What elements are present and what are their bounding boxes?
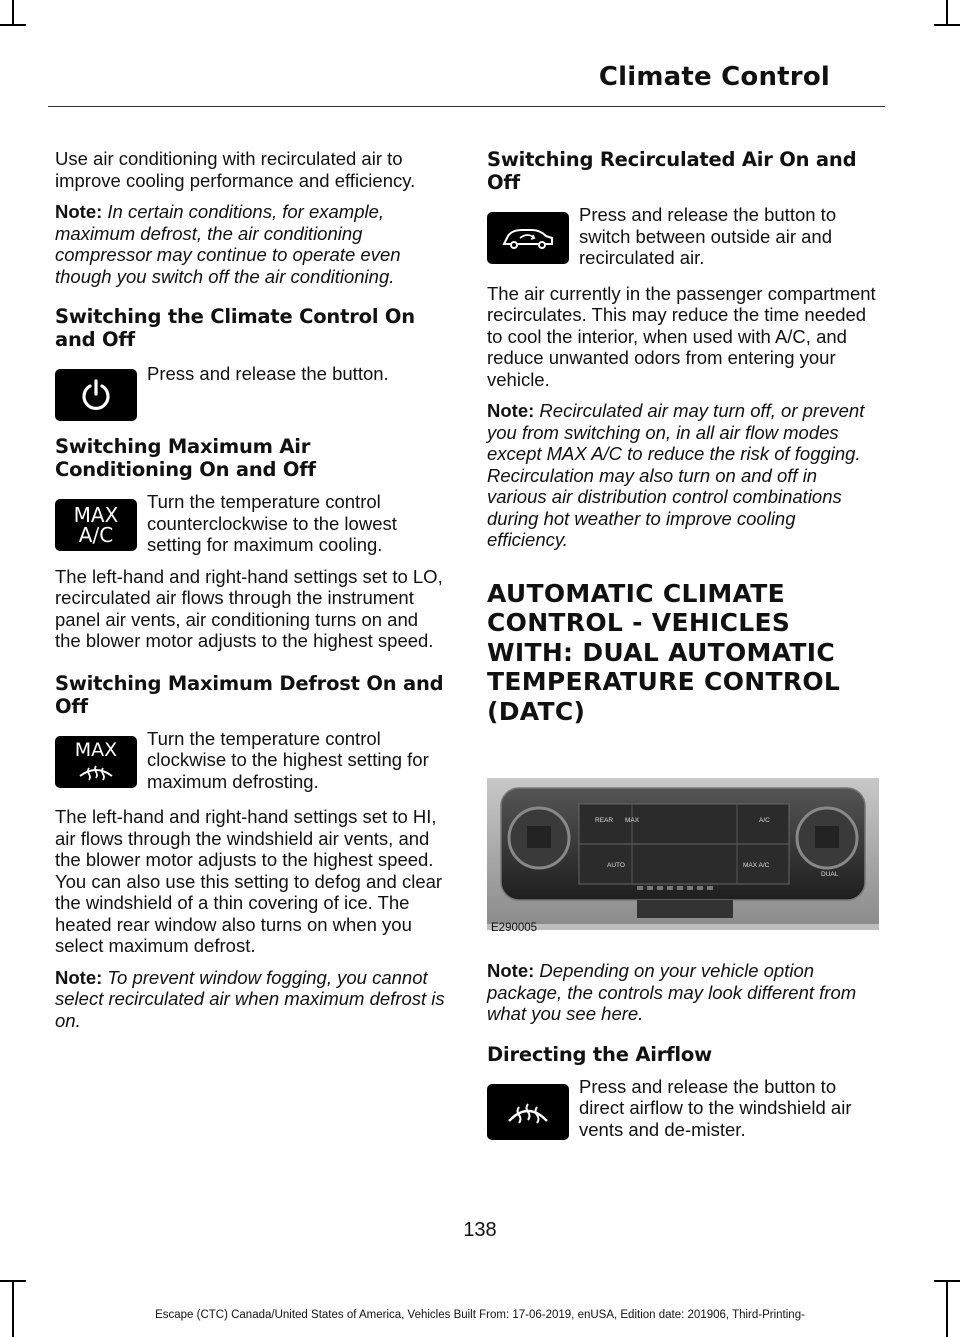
panel-button-max: MAX <box>625 817 640 824</box>
left-column <box>55 148 447 1031</box>
instruction-text: Turn the temperature control clockwise to the highest setting for maximum defrosting. <box>147 727 429 792</box>
instruction-text: Press and release the button. <box>147 363 389 384</box>
icon-label: MAX <box>74 739 118 761</box>
max-defrost-icon <box>55 736 137 788</box>
body-paragraph: The air currently in the passenger compartment recirculates. This may reduce the time needed to cool the interior, when used with A/C, and reduce unwanted odors from entering your vehicle. <box>487 282 876 390</box>
note-text: Recirculated air may turn off, or prevent you from switching on, in all air flow modes except MAX A/C to reduce the risk of fogging. Recirculation may also turn on and off in various air distribution control combinations during hot weather to improve cooling efficiency. <box>487 400 865 550</box>
climate-panel-illustration <box>487 774 879 934</box>
note <box>487 960 879 1025</box>
windshield-defrost-icon <box>76 760 116 782</box>
note <box>55 201 447 287</box>
instruction-text: Turn the temperature control counterclockwise to the lowest setting for maximum cooling. <box>147 491 397 555</box>
windshield-defrost-icon <box>487 1084 569 1140</box>
instruction-text: Press and release the button to switch between outside air and recirculated air. <box>579 204 837 268</box>
power-icon <box>55 369 137 421</box>
note-label: Note: <box>487 960 535 981</box>
right-column <box>487 148 879 1140</box>
icon-label: A/C <box>78 523 114 547</box>
section-heading: Switching Maximum Defrost On and Off <box>55 671 444 718</box>
note-text: In certain conditions, for example, maximum defrost, the air conditioning compressor may continue to operate even though you switch off the air conditioning. <box>55 201 401 287</box>
crop-mark <box>934 1280 960 1282</box>
section-heading: Switching Maximum Air Conditioning On and Off <box>55 435 316 481</box>
panel-button-rear: REAR <box>595 817 614 824</box>
section-heading: Directing the Airflow <box>487 1042 712 1066</box>
section-heading: Switching Recirculated Air On and Off <box>487 148 857 194</box>
recirculation-icon <box>487 212 569 264</box>
instruction-row <box>55 491 447 556</box>
panel-button-dual: DUAL <box>821 871 839 878</box>
note <box>487 400 879 551</box>
max-ac-icon <box>55 499 137 551</box>
panel-button-max-ac: MAX A/C <box>743 862 770 869</box>
note <box>55 967 447 1032</box>
header-rule <box>48 106 885 107</box>
crop-mark <box>0 1280 26 1282</box>
instruction-row <box>487 204 879 269</box>
body-paragraph: The left-hand and right-hand settings set to HI, air flows through the windshield air vents, and the blower motor adjusts to the highest speed. You can also use this setting to defog and clear the windshield of a thin covering of ice. The heated rear window also turns on when you select maximum defrost. <box>55 806 443 956</box>
panel-button-ac: A/C <box>759 817 770 824</box>
climate-control-panel-image <box>487 774 879 934</box>
page-footer: Escape (CTC) Canada/United States of America, Vehicles Built From: 17-06-2019, enUSA, Edition date: 201906, Third-Printing- <box>155 1309 805 1321</box>
note-text: To prevent window fogging, you cannot select recirculated air when maximum defrost is on. <box>55 966 445 1031</box>
icon-label: MAX <box>73 503 119 527</box>
crop-mark <box>0 24 26 26</box>
instruction-row <box>55 727 447 793</box>
note-label: Note: <box>55 966 103 988</box>
instruction-text: Press and release the button to direct airflow to the windshield air vents and de-mister. <box>579 1075 852 1140</box>
crop-mark <box>12 0 14 26</box>
crop-mark <box>946 0 948 26</box>
instruction-row <box>55 365 447 421</box>
section-heading: Switching the Climate Control On and Off <box>55 305 415 351</box>
crop-mark <box>934 24 960 26</box>
figure-code: E290005 <box>491 922 538 934</box>
panel-button-auto: AUTO <box>607 862 625 869</box>
note-label: Note: <box>55 201 103 222</box>
page-title: Climate Control <box>598 62 830 92</box>
instruction-row <box>487 1075 879 1141</box>
intro-paragraph: Use air conditioning with recirculated air to improve cooling performance and efficiency. <box>55 148 416 191</box>
page-number: 138 <box>463 1219 497 1241</box>
section-title: AUTOMATIC CLIMATE CONTROL - VEHICLES WITH: DUAL AUTOMATIC TEMPERATURE CONTROL (DATC) <box>487 578 841 726</box>
note-text: Depending on your vehicle option package, the controls may look different from what you see here. <box>487 960 857 1024</box>
body-paragraph: The left-hand and right-hand settings set to LO, recirculated air flows through the instrument panel air vents, air conditioning turns on and the blower motor adjusts to the highest speed. <box>55 565 443 651</box>
note-label: Note: <box>487 400 535 421</box>
